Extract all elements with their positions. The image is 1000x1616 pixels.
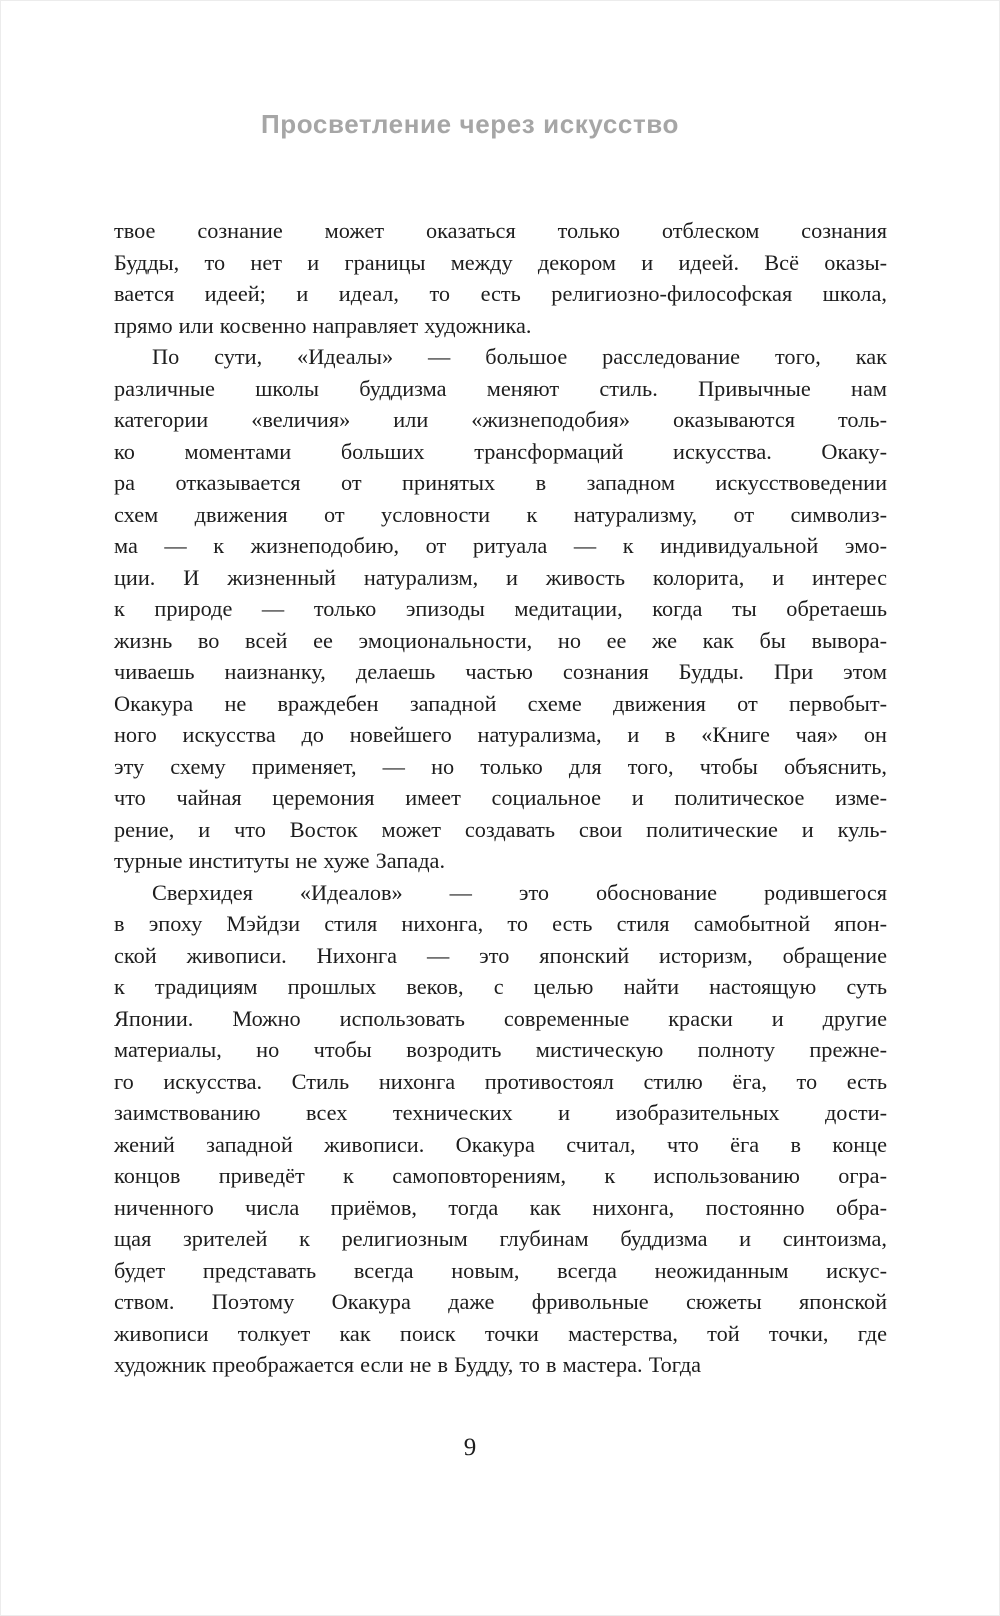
- text-line: По сути, «Идеалы» — большое расследование того, как: [152, 344, 887, 369]
- text-line: ного искусства до новейшего натурализма, и в «Книге чая» он: [114, 722, 887, 747]
- text-line: ниченного числа приёмов, тогда как нихонга, постоянно обра-: [114, 1194, 887, 1220]
- text-line: живописи толкует как поиск точки мастерства, той точки, где: [114, 1320, 887, 1346]
- text-line: к традициям прошлых веков, с целью найти настоящую суть: [114, 974, 887, 999]
- text-line: Японии. Можно использовать современные краски и другие: [114, 1005, 887, 1031]
- text-line: Сверхидея «Идеалов» — это обоснование родившегося: [152, 879, 887, 905]
- text-line: эту схему применяет, — но только для того, чтобы объяснить,: [114, 753, 887, 779]
- paragraph: [114, 877, 887, 1381]
- text-line: схем движения от условности к натурализму, от символиз-: [114, 501, 887, 527]
- text-line: ма — к жизнеподобию, от ритуала — к индивидуальной эмо-: [114, 533, 887, 558]
- text-line: различные школы буддизма меняют стиль. Привычные нам: [114, 375, 887, 401]
- text-line: ской живописи. Нихонга — это японский историзм, обращение: [114, 942, 887, 968]
- text-line: Окакура не враждебен западной схеме движения от первобыт-: [114, 690, 887, 716]
- text-line: заимствованию всех технических и изобразительных дости-: [114, 1100, 887, 1125]
- text-line: что чайная церемония имеет социальное и политическое изме-: [114, 785, 887, 810]
- text-line: рение, и что Восток может создавать свои политические и куль-: [114, 816, 887, 842]
- text-line: чиваешь наизнанку, делаешь частью сознания Будды. При этом: [114, 659, 887, 684]
- text-line: ции. И жизненный натурализм, и живость колорита, и интерес: [114, 564, 887, 590]
- text-line: художник преображается если не в Будду, то в мастера. Тогда: [114, 1352, 702, 1377]
- text-line: го искусства. Стиль нихонга противостоял стилю ёга, то есть: [114, 1068, 887, 1094]
- text-line: жизнь во всей ее эмоциональности, но ее же как бы вывора-: [114, 627, 887, 653]
- text-line: Будды, то нет и границы между декором и идеей. Всё оказы-: [114, 249, 887, 275]
- paragraph: [114, 215, 887, 341]
- text-line: концов приведёт к самоповторениям, к использованию огра-: [114, 1163, 887, 1188]
- text-line: ством. Поэтому Окакура даже фривольные сюжеты японской: [114, 1289, 887, 1314]
- text-line: турные институты не хуже Запада.: [114, 848, 446, 873]
- text-line: ко моментами больших трансформаций искусства. Окаку-: [114, 438, 887, 464]
- text-line: в эпоху Мэйдзи стиля нихонга, то есть стиля самобытной япон-: [114, 911, 887, 936]
- text-line: категории «величия» или «жизнеподобия» оказываются толь-: [114, 407, 887, 432]
- text-line: твое сознание может оказаться только отблеском сознания: [114, 218, 887, 243]
- running-head: Просветление через искусство: [260, 109, 679, 139]
- text-line: будет представать всегда новым, всегда неожиданным искус-: [114, 1257, 887, 1283]
- text-line: прямо или косвенно направляет художника.: [114, 312, 532, 338]
- page-number: 9: [463, 1434, 477, 1461]
- text-line: щая зрителей к религиозным глубинам буддизма и синтоизма,: [114, 1226, 887, 1251]
- text-line: вается идеей; и идеал, то есть религиозно-философская школа,: [114, 281, 887, 306]
- text-line: жений западной живописи. Окакура считал, что ёга в конце: [114, 1131, 887, 1157]
- paragraph: [114, 341, 887, 877]
- text-line: ра отказывается от принятых в западном искусствоведении: [114, 470, 887, 495]
- text-block: [114, 215, 887, 1381]
- text-line: к природе — только эпизоды медитации, когда ты обретаешь: [114, 596, 887, 621]
- text-line: материалы, но чтобы возродить мистическую полноту прежне-: [114, 1037, 887, 1062]
